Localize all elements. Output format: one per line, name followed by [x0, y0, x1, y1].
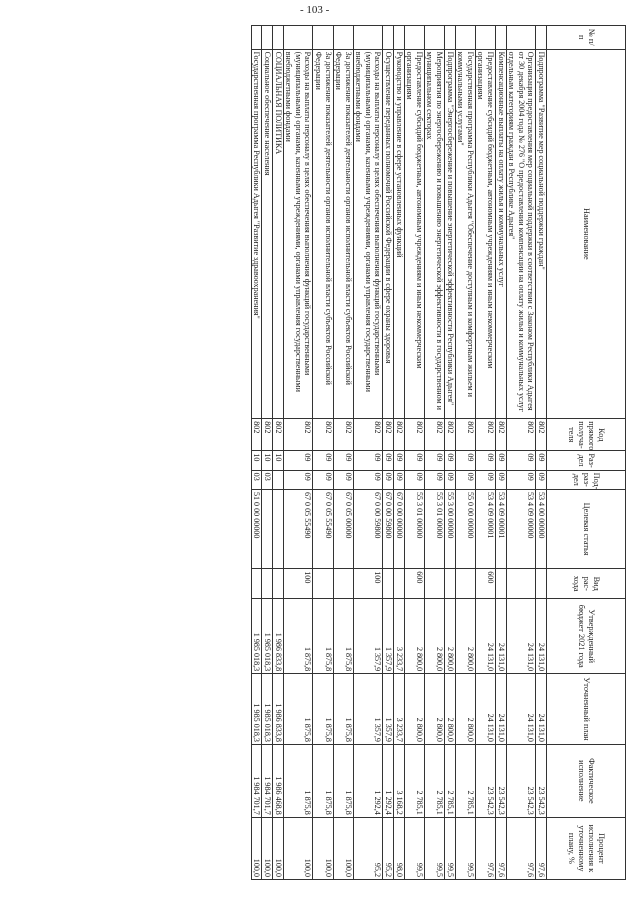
cell-revised: 1 875,8 [333, 674, 353, 745]
cell-actual: 1 292,4 [353, 744, 383, 817]
cell-admin-code: 802 [496, 419, 507, 451]
cell-section: 09 [506, 451, 536, 470]
cell-name: Осуществление переданных полномочий Российской Федерации в сфере охраны здоровья [383, 49, 394, 419]
cell-name: Компенсационные выплаты на оплату жилья и коммунальных услуг [496, 49, 507, 419]
cell-no [475, 26, 495, 50]
cell-approved: 1 875,8 [333, 599, 353, 674]
header-target: Целевая статья [547, 489, 626, 568]
cell-actual: 1 986 468,8 [272, 744, 283, 817]
cell-target: 53 4 00 00000 [536, 489, 547, 568]
cell-exp-type [506, 569, 536, 599]
header-section: Раз-дел [547, 451, 626, 470]
cell-name: Организация предоставления мер социальной поддержки в соответствии с Законом Республики Адыгея от 30 декабря 2004 года № 276 "О предоставлении компенсации на оплату жилья и коммунальных услуг отдельным категориям граждан в Республике Адыгея" [506, 49, 536, 419]
cell-target: 53 4 09 00000 [506, 489, 536, 568]
cell-subsection: 03 [262, 470, 273, 489]
cell-section: 09 [475, 451, 495, 470]
table-header-row [547, 26, 626, 880]
cell-subsection: 09 [283, 470, 313, 489]
cell-no [424, 26, 444, 50]
cell-subsection: 09 [475, 470, 495, 489]
cell-no [404, 26, 424, 50]
cell-no [272, 26, 283, 50]
cell-percent: 97,6 [475, 817, 495, 879]
cell-subsection: 09 [506, 470, 536, 489]
cell-target: 53 4 09 00001 [475, 489, 495, 568]
table-row [283, 26, 313, 880]
cell-name: Предоставление субсидий бюджетным, автономным учреждениям и иным некоммерческим организациям [475, 49, 495, 419]
cell-section: 09 [394, 451, 405, 470]
cell-admin-code: 802 [383, 419, 394, 451]
cell-percent: 97,6 [536, 817, 547, 879]
cell-approved: 1 357,9 [353, 599, 383, 674]
header-actual: Фактическое исполнение [547, 744, 626, 817]
cell-subsection: 09 [383, 470, 394, 489]
cell-actual: 1 875,8 [283, 744, 313, 817]
table-row [536, 26, 547, 880]
cell-target: 67 0 05 55490 [283, 489, 313, 568]
header-revised: Уточненный план [547, 674, 626, 745]
header-exp-type: Вид рас-хода [547, 569, 626, 599]
cell-actual: 23 542,3 [475, 744, 495, 817]
cell-approved: 24 131,0 [506, 599, 536, 674]
cell-no [455, 26, 475, 50]
cell-revised: 24 131,0 [506, 674, 536, 745]
header-percent: Процент исполнения к уточненному плану, % [547, 817, 626, 879]
header-subsection: Под-раз-дел [547, 470, 626, 489]
cell-subsection: 09 [455, 470, 475, 489]
page-number: - 103 - [300, 4, 330, 16]
cell-target: 67 0 05 00000 [333, 489, 353, 568]
table-row [445, 26, 456, 880]
cell-revised: 2 800,0 [424, 674, 444, 745]
cell-subsection: 09 [313, 470, 333, 489]
table-row [313, 26, 333, 880]
table-row [496, 26, 507, 880]
cell-target: 51 0 00 00000 [251, 489, 262, 568]
cell-target: 55 0 00 00000 [455, 489, 475, 568]
cell-exp-type [262, 569, 273, 599]
cell-subsection: 09 [333, 470, 353, 489]
cell-no [283, 26, 313, 50]
cell-revised: 1 986 833,8 [272, 674, 283, 745]
cell-subsection: 09 [445, 470, 456, 489]
cell-actual: 23 542,3 [496, 744, 507, 817]
cell-subsection: 09 [536, 470, 547, 489]
cell-admin-code: 802 [272, 419, 283, 451]
cell-percent: 95,2 [353, 817, 383, 879]
cell-subsection: 09 [496, 470, 507, 489]
cell-admin-code: 802 [313, 419, 333, 451]
cell-percent: 99,5 [455, 817, 475, 879]
cell-revised: 1 985 018,3 [262, 674, 273, 745]
cell-actual: 2 785,1 [404, 744, 424, 817]
cell-exp-type: 100 [283, 569, 313, 599]
cell-percent: 99,5 [424, 817, 444, 879]
cell-subsection [272, 470, 283, 489]
cell-section: 10 [262, 451, 273, 470]
cell-percent: 97,6 [496, 817, 507, 879]
cell-no [506, 26, 536, 50]
cell-actual: 1 984 701,7 [262, 744, 273, 817]
header-name: Наименование [547, 49, 626, 419]
cell-target: 67 0 00 59800 [383, 489, 394, 568]
cell-section: 09 [536, 451, 547, 470]
cell-target: 67 0 05 55490 [313, 489, 333, 568]
cell-percent: 99,5 [445, 817, 456, 879]
cell-actual: 3 168,2 [394, 744, 405, 817]
cell-exp-type [313, 569, 333, 599]
table-row [262, 26, 273, 880]
cell-admin-code: 802 [353, 419, 383, 451]
table-row [506, 26, 536, 880]
header-approved: Утвержденный бюджет 2021 года [547, 599, 626, 674]
cell-target: 67 0 00 59800 [353, 489, 383, 568]
cell-percent: 100,0 [283, 817, 313, 879]
cell-percent: 100,0 [272, 817, 283, 879]
cell-no [251, 26, 262, 50]
cell-target: 67 0 00 00000 [394, 489, 405, 568]
cell-section: 09 [424, 451, 444, 470]
cell-approved: 2 800,0 [455, 599, 475, 674]
cell-admin-code: 802 [394, 419, 405, 451]
cell-exp-type: 100 [353, 569, 383, 599]
cell-approved: 24 131,0 [475, 599, 495, 674]
cell-actual: 1 292,4 [383, 744, 394, 817]
cell-admin-code: 802 [455, 419, 475, 451]
cell-exp-type [272, 569, 283, 599]
cell-percent: 98,0 [394, 817, 405, 879]
cell-admin-code: 802 [536, 419, 547, 451]
table-row [383, 26, 394, 880]
cell-admin-code: 802 [506, 419, 536, 451]
header-admin-code: Код прямого получа-теля [547, 419, 626, 451]
cell-admin-code: 802 [283, 419, 313, 451]
cell-subsection: 09 [353, 470, 383, 489]
cell-name: Мероприятия по энергосбережению и повышению энергетической эффективности в государственном и муниципальном секторах [424, 49, 444, 419]
cell-percent: 100,0 [333, 817, 353, 879]
cell-target [262, 489, 273, 568]
cell-name: СОЦИАЛЬНАЯ ПОЛИТИКА [272, 49, 283, 419]
cell-section: 09 [404, 451, 424, 470]
cell-no [353, 26, 383, 50]
cell-admin-code: 802 [251, 419, 262, 451]
header-no: № п/п [547, 26, 626, 50]
cell-name: Предоставление субсидий бюджетным, автономным учреждениям и иным некоммерческим организациям [404, 49, 424, 419]
cell-approved: 1 985 018,3 [262, 599, 273, 674]
cell-approved: 2 800,0 [445, 599, 456, 674]
cell-actual: 23 542,3 [506, 744, 536, 817]
table-row [353, 26, 383, 880]
cell-no [383, 26, 394, 50]
cell-name: Государственная программа Республики Адыгея "Развитие здравоохранения" [251, 49, 262, 419]
table-row [475, 26, 495, 880]
cell-approved: 24 131,0 [496, 599, 507, 674]
cell-approved: 1 986 833,8 [272, 599, 283, 674]
table-row [251, 26, 262, 880]
cell-no [496, 26, 507, 50]
cell-approved: 1 875,8 [313, 599, 333, 674]
cell-percent: 97,6 [506, 817, 536, 879]
table-row [333, 26, 353, 880]
cell-approved: 24 131,0 [536, 599, 547, 674]
cell-exp-type [383, 569, 394, 599]
table-row [404, 26, 424, 880]
cell-section: 09 [283, 451, 313, 470]
table-row [272, 26, 283, 880]
cell-no [313, 26, 333, 50]
cell-actual: 2 785,1 [455, 744, 475, 817]
cell-section: 09 [455, 451, 475, 470]
cell-revised: 1 875,8 [283, 674, 313, 745]
cell-percent: 95,2 [383, 817, 394, 879]
cell-percent: 100,0 [262, 817, 273, 879]
cell-approved: 1 985 018,3 [251, 599, 262, 674]
cell-exp-type: 600 [404, 569, 424, 599]
cell-revised: 2 800,0 [455, 674, 475, 745]
cell-no [394, 26, 405, 50]
cell-no [333, 26, 353, 50]
table-row [394, 26, 405, 880]
cell-name: За достижение показателей деятельности органов исполнительной власти субъектов Российской Федерации [313, 49, 333, 419]
cell-name: Расходы на выплаты персоналу в целях обеспечения выполнения функций государственными (муниципальными) органами, казенными учреждениями, органами управления государственными внебюджетными фондами [283, 49, 313, 419]
cell-approved: 1 875,8 [283, 599, 313, 674]
cell-no [536, 26, 547, 50]
cell-section: 09 [353, 451, 383, 470]
cell-revised: 24 131,0 [475, 674, 495, 745]
cell-exp-type [536, 569, 547, 599]
cell-target [272, 489, 283, 568]
cell-target: 55 3 01 00000 [424, 489, 444, 568]
cell-section: 10 [272, 451, 283, 470]
cell-actual: 2 785,1 [445, 744, 456, 817]
cell-no [262, 26, 273, 50]
cell-actual: 1 984 701,7 [251, 744, 262, 817]
cell-section: 10 [251, 451, 262, 470]
cell-approved: 1 357,9 [383, 599, 394, 674]
cell-revised: 1 875,8 [313, 674, 333, 745]
cell-name: Расходы на выплаты персоналу в целях обеспечения выполнения функций государственными (муниципальными) органами, казенными учреждениями, органами управления государственными внебюджетными фондами [353, 49, 383, 419]
table-row [455, 26, 475, 880]
cell-subsection: 09 [424, 470, 444, 489]
cell-actual: 23 542,3 [536, 744, 547, 817]
cell-approved: 3 233,7 [394, 599, 405, 674]
cell-revised: 24 131,0 [536, 674, 547, 745]
cell-no [445, 26, 456, 50]
cell-name: Подпрограмма "Энергосбережение и повышение энергетической эффективности Республики Адыгея" [445, 49, 456, 419]
cell-section: 09 [333, 451, 353, 470]
cell-revised: 2 800,0 [404, 674, 424, 745]
cell-section: 09 [445, 451, 456, 470]
table-row [424, 26, 444, 880]
cell-admin-code: 802 [404, 419, 424, 451]
cell-name: Подпрограмма "Развитие мер социальной поддержки граждан" [536, 49, 547, 419]
cell-revised: 1 357,9 [383, 674, 394, 745]
cell-name: За достижение показателей деятельности органов исполнительной власти субъектов Российской Федерации [333, 49, 353, 419]
cell-exp-type [455, 569, 475, 599]
cell-exp-type: 600 [475, 569, 495, 599]
cell-exp-type [251, 569, 262, 599]
cell-target: 55 3 01 00000 [404, 489, 424, 568]
cell-admin-code: 802 [424, 419, 444, 451]
cell-actual: 2 785,1 [424, 744, 444, 817]
cell-revised: 24 131,0 [496, 674, 507, 745]
cell-admin-code: 802 [333, 419, 353, 451]
cell-exp-type [496, 569, 507, 599]
budget-table [251, 25, 626, 880]
cell-exp-type [445, 569, 456, 599]
cell-exp-type [333, 569, 353, 599]
cell-actual: 1 875,8 [313, 744, 333, 817]
cell-target: 53 4 09 00001 [496, 489, 507, 568]
cell-revised: 3 233,7 [394, 674, 405, 745]
cell-approved: 2 800,0 [424, 599, 444, 674]
cell-subsection: 09 [404, 470, 424, 489]
cell-exp-type [424, 569, 444, 599]
cell-section: 09 [496, 451, 507, 470]
cell-revised: 2 800,0 [445, 674, 456, 745]
cell-admin-code: 802 [262, 419, 273, 451]
cell-percent: 100,0 [313, 817, 333, 879]
cell-subsection: 09 [394, 470, 405, 489]
cell-subsection: 03 [251, 470, 262, 489]
cell-actual: 1 875,8 [333, 744, 353, 817]
cell-section: 09 [383, 451, 394, 470]
cell-name: Руководство и управление в сфере установленных функций [394, 49, 405, 419]
cell-admin-code: 802 [445, 419, 456, 451]
cell-admin-code: 802 [475, 419, 495, 451]
cell-name: Социальное обеспечение населения [262, 49, 273, 419]
cell-revised: 1 357,9 [353, 674, 383, 745]
cell-section: 09 [313, 451, 333, 470]
cell-exp-type [394, 569, 405, 599]
cell-name: Государственная программа Республики Адыгея "Обеспечение доступным и комфортным жильем и коммунальными услугами" [455, 49, 475, 419]
cell-percent: 100,0 [251, 817, 262, 879]
cell-target: 55 3 00 00000 [445, 489, 456, 568]
cell-approved: 2 800,0 [404, 599, 424, 674]
cell-revised: 1 985 018,3 [251, 674, 262, 745]
cell-percent: 99,5 [404, 817, 424, 879]
